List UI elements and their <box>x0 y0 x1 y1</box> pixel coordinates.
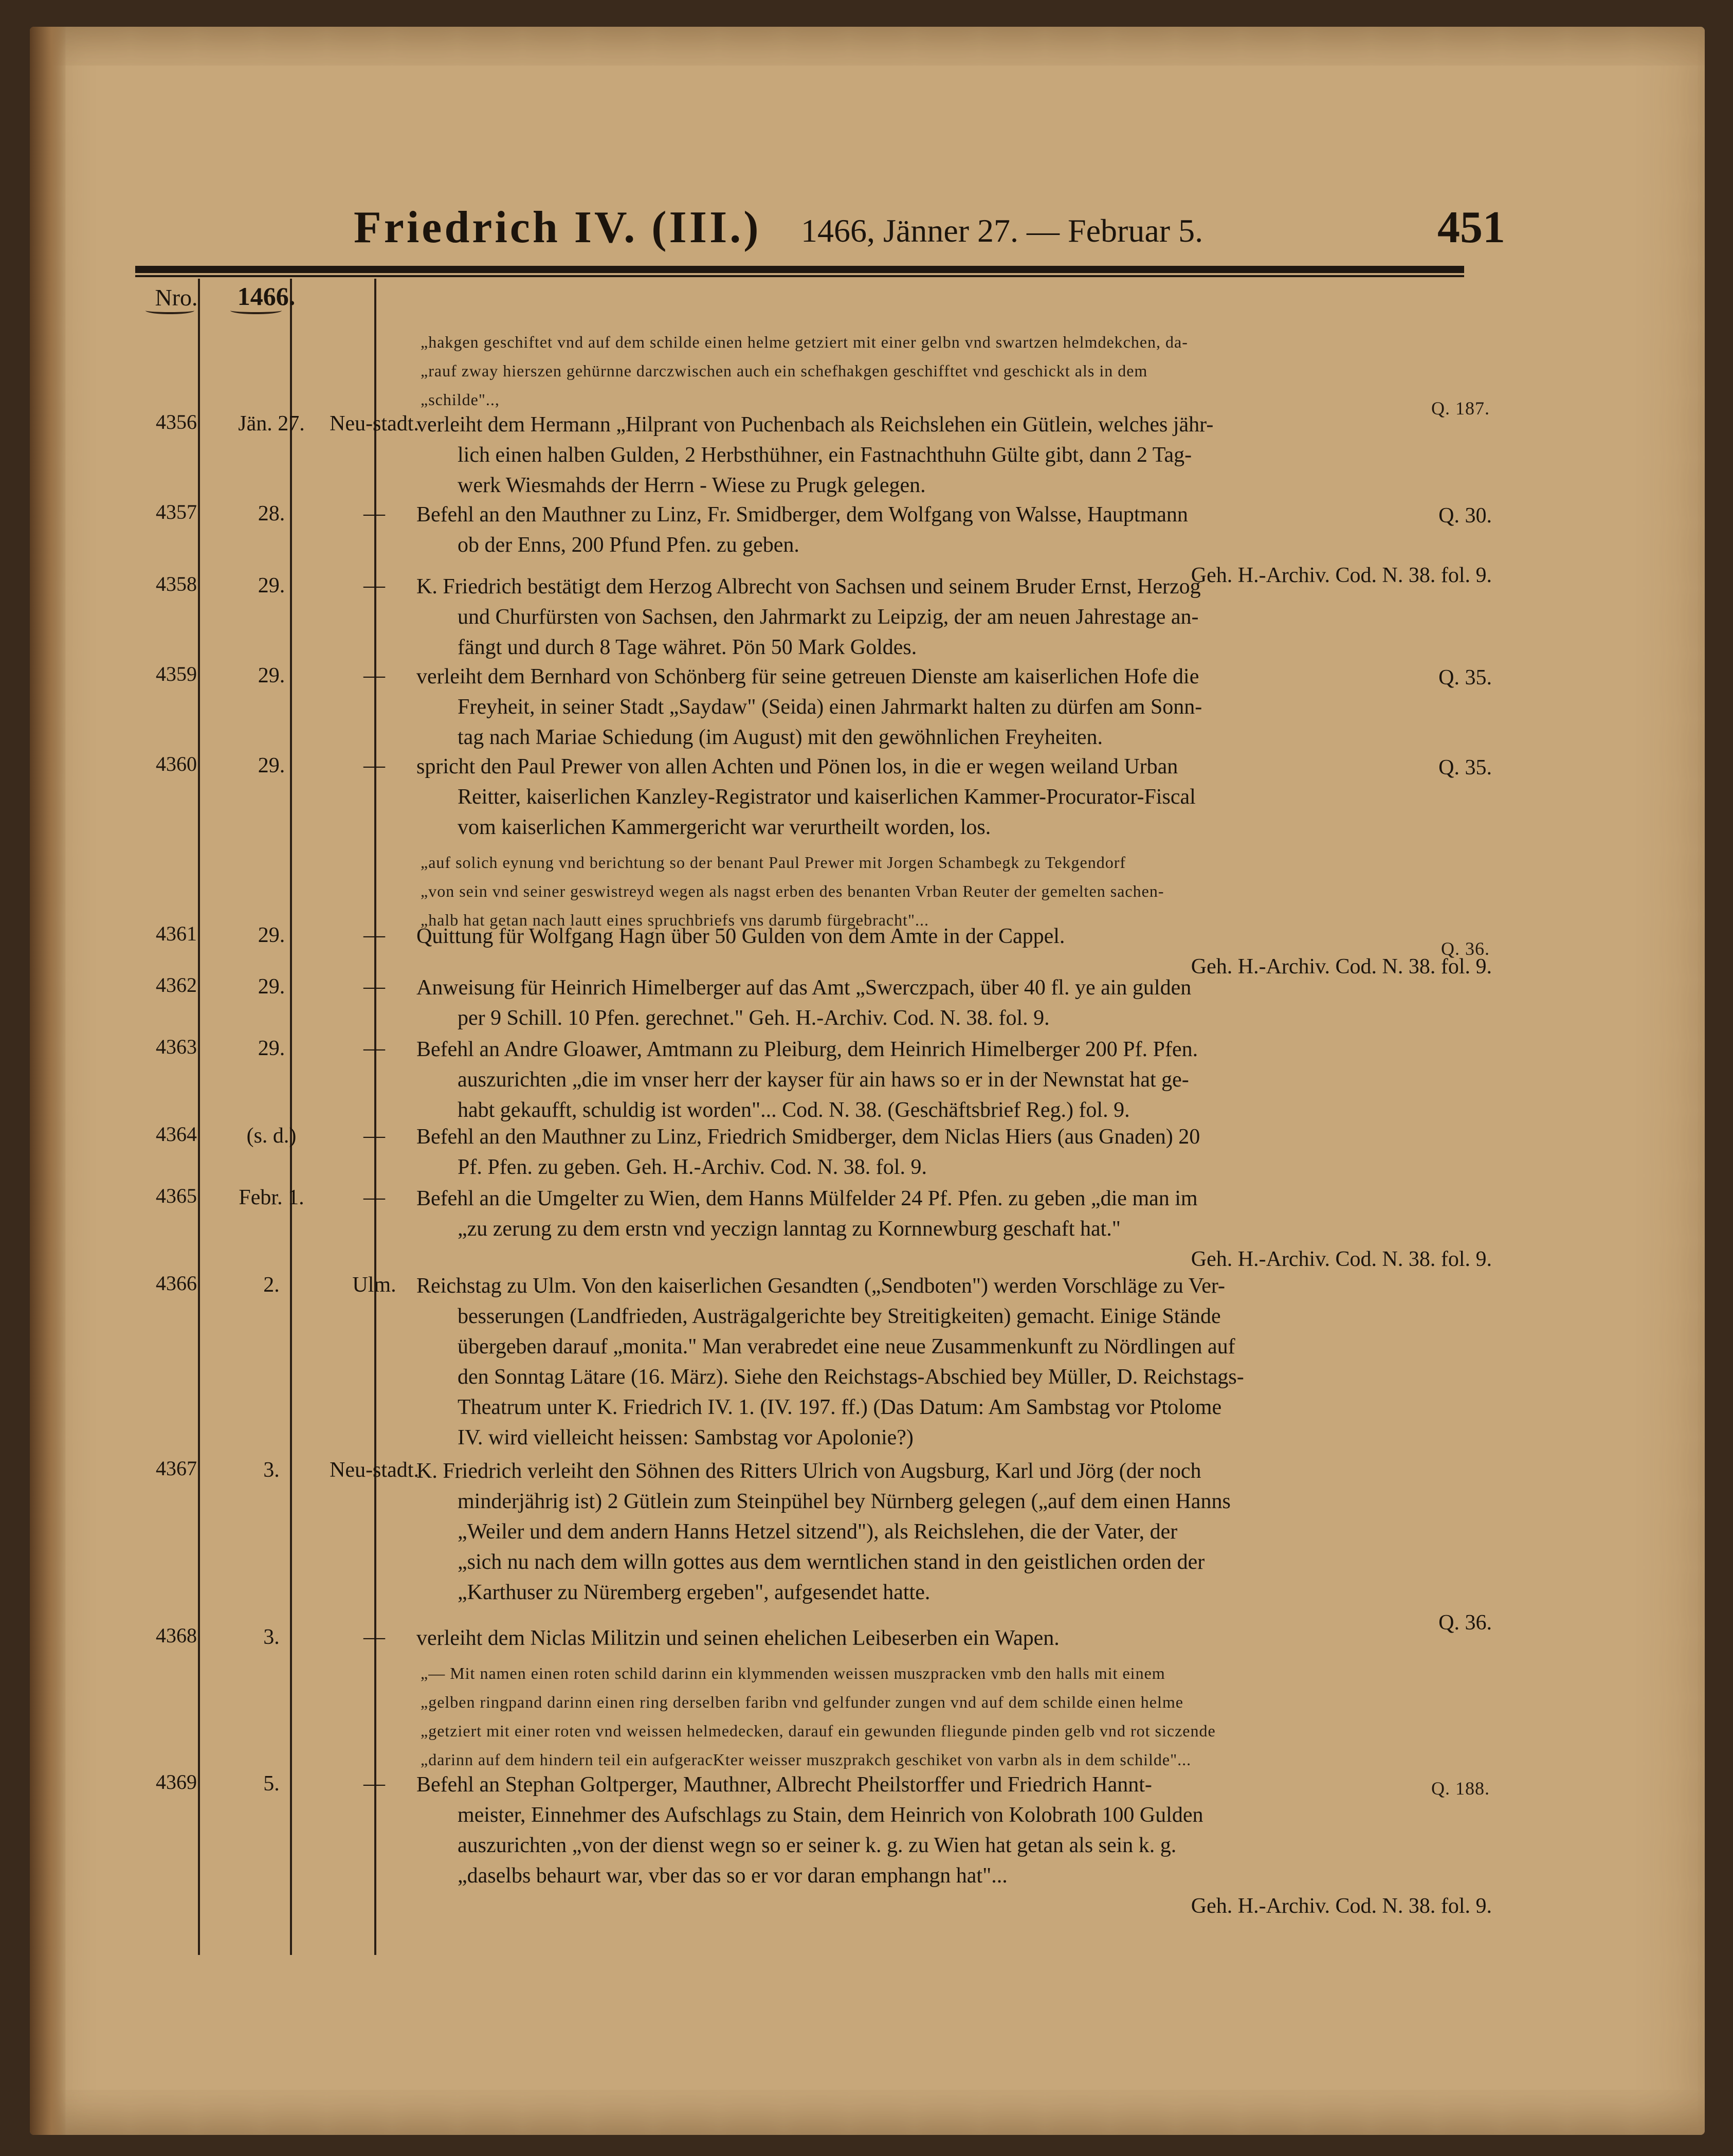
entry-quote <box>421 848 1490 963</box>
entry-date: 29. <box>258 664 285 687</box>
entry-text-line: Befehl an den Mauthner zu Linz, Fr. Smidberger, dem Wolfgang von Walsse, Hauptmann <box>416 503 1188 527</box>
quote-line: „von sein vnd seiner geswistreyd wegen als nagst erben des benanten Vrban Reuter der gemelten sachen- <box>421 882 1164 900</box>
quote-line: „auf solich eynung vnd berichtung so der benant Paul Prewer mit Jorgen Schambegk zu Tekgendorf <box>421 853 1126 872</box>
entry-text-line: fängt und durch 8 Tage währet. Pön 50 Mark Goldes. <box>458 636 917 659</box>
entry-text-line: Befehl an Andre Gloawer, Amtmann zu Pleiburg, dem Heinrich Himelberger 200 Pf. Pfen. <box>416 1038 1198 1061</box>
entry-reference: Q. 36. <box>1438 1611 1492 1635</box>
entry-reference: Q. 35. <box>1438 666 1492 690</box>
entry-place: — <box>363 574 385 597</box>
entry-text-line: per 9 Schill. 10 Pfen. gerechnet." Geh. H.-Archiv. Cod. N. 38. fol. 9. <box>458 1006 1050 1030</box>
entry-date: Febr. 1. <box>239 1186 304 1209</box>
entry-number: 4359 <box>156 662 197 685</box>
entry-number: 4360 <box>156 752 197 775</box>
quote-line: „getziert mit einer roten vnd weissen helmedecken, darauf ein gewunden fliegunde pinden gelb vnd rot siczende <box>421 1722 1216 1740</box>
year-brace <box>230 307 282 314</box>
entry-place: — <box>363 754 385 777</box>
entry-text-line: lich einen halben Gulden, 2 Herbsthühner, ein Fastnachthuhn Gülte gibt, dann 2 Tag- <box>458 443 1192 467</box>
header-rule <box>135 266 1464 273</box>
entry-date: 3. <box>263 1625 280 1649</box>
entry-place: — <box>363 975 385 999</box>
entry-text-line: übergeben darauf „monita." Man verabredet eine neue Zusammenkunft zu Nördlingen auf <box>458 1335 1235 1358</box>
entry-number: 4363 <box>156 1035 197 1058</box>
entry-number: 4362 <box>156 973 197 997</box>
entry-place: — <box>363 1037 385 1060</box>
entry-place: — <box>363 923 385 947</box>
entry-text <box>416 1456 1492 1638</box>
quote-line: „darinn auf dem hindern teil ein aufgeracKter weisser muszprakch geschiket von varbn als in dem schilde"... <box>421 1750 1192 1769</box>
entry-date: 29. <box>258 1037 285 1060</box>
quote-line: „— Mit namen einen roten schild darinn ein klymmenden weissen muszpracken vmb den halls mit einem <box>421 1664 1165 1682</box>
entry-number: 4361 <box>156 922 197 945</box>
entry-text-line: besserungen (Landfrieden, Austrägalgerichte bey Streitigkeiten) gemacht. Einige Stände <box>458 1305 1221 1328</box>
book-spine-shadow <box>30 27 66 2135</box>
entry-date: (s. d.) <box>246 1124 297 1148</box>
entry-text-line: Quittung für Wolfgang Hagn über 50 Gulden von dem Amte in der Cappel. <box>416 925 1065 948</box>
entry-text <box>416 752 1492 843</box>
entry-date: 29. <box>258 574 285 597</box>
entry-reference: Q. 35. <box>1438 756 1492 780</box>
entry-number: 4369 <box>156 1770 197 1793</box>
entry-date: 2. <box>263 1273 280 1297</box>
header-dates: 1466, Jänner 27. — Februar 5. <box>801 212 1203 249</box>
entry-text-line: „Karthuser zu Nüremberg ergeben", aufgesendet hatte. <box>458 1581 931 1604</box>
entry-date: 28. <box>258 502 285 526</box>
quote-line: „halb hat getan nach lautt eines spruchbriefs vns darumb fürgebracht"... <box>421 911 929 929</box>
entry-text-line: tag nach Mariae Schiedung (im August) mit den gewöhnlichen Freyheiten. <box>458 726 1103 749</box>
column-divider-place <box>374 279 376 1955</box>
entry-text <box>416 1271 1492 1453</box>
quote-line: „schilde".., <box>421 390 500 409</box>
nr-brace <box>145 307 194 314</box>
entry-text-line: Befehl an Stephan Goltperger, Mauthner, Albrecht Pheilstorffer und Friedrich Hannt- <box>416 1773 1152 1797</box>
entry-text-line: „Weiler und dem andern Hanns Hetzel sitzend"), als Reichslehen, die der Vater, der <box>458 1520 1178 1544</box>
quote-line: „rauf zway hierszen gehürnne darczwischen auch ein schefhakgen geschifftet vnd geschickt als in dem <box>421 361 1148 380</box>
book-page <box>30 27 1705 2135</box>
quote-reference: Q. 187. <box>1431 398 1490 419</box>
entry-place: Neu-stadt. <box>330 412 419 436</box>
entry-reference: Geh. H.-Archiv. Cod. N. 38. fol. 9. <box>1191 1247 1492 1271</box>
entry-date: Jän. 27. <box>238 412 305 436</box>
entry-number: 4367 <box>156 1457 197 1480</box>
entry-place: — <box>363 1186 385 1209</box>
entry-reference: Q. 30. <box>1438 504 1492 528</box>
entry-number: 4366 <box>156 1272 197 1295</box>
quote-line: „hakgen geschiftet vnd auf dem schilde einen helme getziert mit einer gelbn vnd swartzen helmdekchen, da- <box>421 333 1188 351</box>
entry-text-line: Befehl an die Umgelter zu Wien, dem Hanns Mülfelder 24 Pf. Pfen. zu geben „die man im <box>416 1187 1198 1210</box>
entry-text-line: auszurichten „die im vnser herr der kayser für ain haws so er in der Newnstat hat ge- <box>458 1068 1189 1092</box>
header-title: Friedrich IV. (III.) <box>354 203 761 252</box>
quote-line: „gelben ringpand darinn einen ring derselben faribn vnd gelfunder zungen vnd auf dem schilde einen helme <box>421 1693 1183 1711</box>
entry-number: 4364 <box>156 1122 197 1146</box>
entry-place: — <box>363 1124 385 1148</box>
entry-text-line: werk Wiesmahds der Herrn - Wiese zu Prugk gelegen. <box>458 474 926 497</box>
entry-reference: Geh. H.-Archiv. Cod. N. 38. fol. 9. <box>1191 564 1492 587</box>
entry-number: 4358 <box>156 572 197 595</box>
entry-text-line: K. Friedrich verleiht den Söhnen des Ritters Ulrich von Augsburg, Karl und Jörg (der noch <box>416 1459 1201 1483</box>
entry-text-line: meister, Einnehmer des Aufschlags zu Stain, dem Heinrich von Kolobrath 100 Gulden <box>458 1803 1203 1827</box>
column-header-year: 1466. <box>237 282 296 311</box>
column-divider-date <box>290 279 292 1955</box>
entry-text-line: Theatrum unter K. Friedrich IV. 1. (IV. 197. ff.) (Das Datum: Am Sambstag vor Ptolome <box>458 1396 1222 1419</box>
entry-text-line: Pf. Pfen. zu geben. Geh. H.-Archiv. Cod. N. 38. fol. 9. <box>458 1155 927 1179</box>
entry-place: Ulm. <box>352 1273 396 1297</box>
entry-text-line: auszurichten „von der dienst wegn so er seiner k. g. zu Wien hat getan als sein k. g. <box>458 1834 1177 1857</box>
entry-place: — <box>363 1772 385 1796</box>
entry-text-line: IV. wird vielleicht heissen: Sambstag vor Apolonie?) <box>458 1426 914 1450</box>
entry-text <box>416 1122 1492 1183</box>
entry-text <box>416 973 1492 1034</box>
entry-text-line: „zu zerung zu dem erstn vnd yeczign lanntag zu Kornnewburg geschaft hat." <box>458 1217 1121 1241</box>
entry-text <box>416 1035 1492 1126</box>
page-number: 451 <box>1437 203 1505 252</box>
entry-date: 29. <box>258 975 285 999</box>
entry-text-line: verleiht dem Hermann „Hilprant von Puchenbach als Reichslehen ein Gütlein, welches jähr- <box>416 413 1214 437</box>
entry-text <box>416 1184 1492 1275</box>
entry-text-line: „sich nu nach dem willn gottes aus dem werntlichen stand in den geistlichen orden der <box>458 1550 1205 1574</box>
intro-quote <box>421 328 1490 423</box>
entry-text-line: Reichstag zu Ulm. Von den kaiserlichen Gesandten („Sendboten") werden Vorschläge zu Ver- <box>416 1274 1225 1298</box>
entry-date: 29. <box>258 754 285 777</box>
column-divider-nr <box>198 279 200 1955</box>
entry-date: 5. <box>263 1772 280 1796</box>
entry-text-line: Befehl an den Mauthner zu Linz, Friedrich Smidberger, dem Niclas Hiers (aus Gnaden) 20 <box>416 1125 1200 1149</box>
entry-text-line: vom kaiserlichen Kammergericht war verurtheilt worden, los. <box>458 816 991 839</box>
entry-text-line: verleiht dem Niclas Militzin und seinen ehelichen Leibeserben ein Wapen. <box>416 1626 1060 1650</box>
entry-text-line: und Churfürsten von Sachsen, den Jahrmarkt zu Leipzig, der am neuen Jahrestage an- <box>458 605 1199 629</box>
entry-place: — <box>363 502 385 526</box>
entry-date: 3. <box>263 1458 280 1482</box>
entry-text-line: minderjährig ist) 2 Gütlein zum Steinpühel bey Nürnberg gelegen („auf dem einen Hanns <box>458 1490 1231 1513</box>
entry-text-line: spricht den Paul Prewer von allen Achten und Pönen los, in die er wegen weiland Urban <box>416 755 1178 778</box>
entry-text <box>416 1623 1492 1654</box>
quote-reference: Q. 36. <box>1441 938 1490 959</box>
entry-date: 29. <box>258 923 285 947</box>
entry-text-line: Freyheit, in seiner Stadt „Saydaw" (Seida) einen Jahrmarkt halten zu dürfen am Sonn- <box>458 695 1202 719</box>
entry-number: 4365 <box>156 1184 197 1207</box>
entry-text-line: „daselbs behaurt war, vber das so er vor daran emphangn hat"... <box>458 1864 1008 1888</box>
entry-text-line: K. Friedrich bestätigt dem Herzog Albrecht von Sachsen und seinem Bruder Ernst, Herzog <box>416 575 1201 599</box>
entry-text-line: habt gekaufft, schuldig ist worden"... Cod. N. 38. (Geschäftsbrief Reg.) fol. 9. <box>458 1098 1130 1122</box>
entry-place: — <box>363 1625 385 1649</box>
page-header <box>354 191 1505 274</box>
entry-text-line: ob der Enns, 200 Pfund Pfen. zu geben. <box>458 533 799 557</box>
entry-place: Neu-stadt. <box>330 1458 419 1482</box>
entry-text-line: verleiht dem Bernhard von Schönberg für seine getreuen Dienste am kaiserlichen Hofe die <box>416 665 1199 689</box>
entry-number: 4356 <box>156 410 197 433</box>
entry-text-line: Anweisung für Heinrich Himelberger auf das Amt „Swerczpach, über 40 fl. ye ain gulden <box>416 976 1192 1000</box>
entry-place: — <box>363 664 385 687</box>
entry-reference: Geh. H.-Archiv. Cod. N. 38. fol. 9. <box>1191 1894 1492 1918</box>
entry-number: 4357 <box>156 500 197 523</box>
header-rule-thin <box>135 275 1464 277</box>
column-header-nr: Nro. <box>155 284 198 311</box>
entry-reference: Geh. H.-Archiv. Cod. N. 38. fol. 9. <box>1191 955 1492 979</box>
entry-quote <box>421 1659 1490 1803</box>
entry-number: 4368 <box>156 1624 197 1647</box>
entry-text-line: Reitter, kaiserlichen Kanzley-Registrator und kaiserlichen Kammer-Procurator-Fiscal <box>458 785 1196 809</box>
quote-reference: Q. 188. <box>1431 1778 1490 1799</box>
entry-text-line: den Sonntag Lätare (16. März). Siehe den Reichstags-Abschied bey Müller, D. Reichstags- <box>458 1365 1244 1389</box>
